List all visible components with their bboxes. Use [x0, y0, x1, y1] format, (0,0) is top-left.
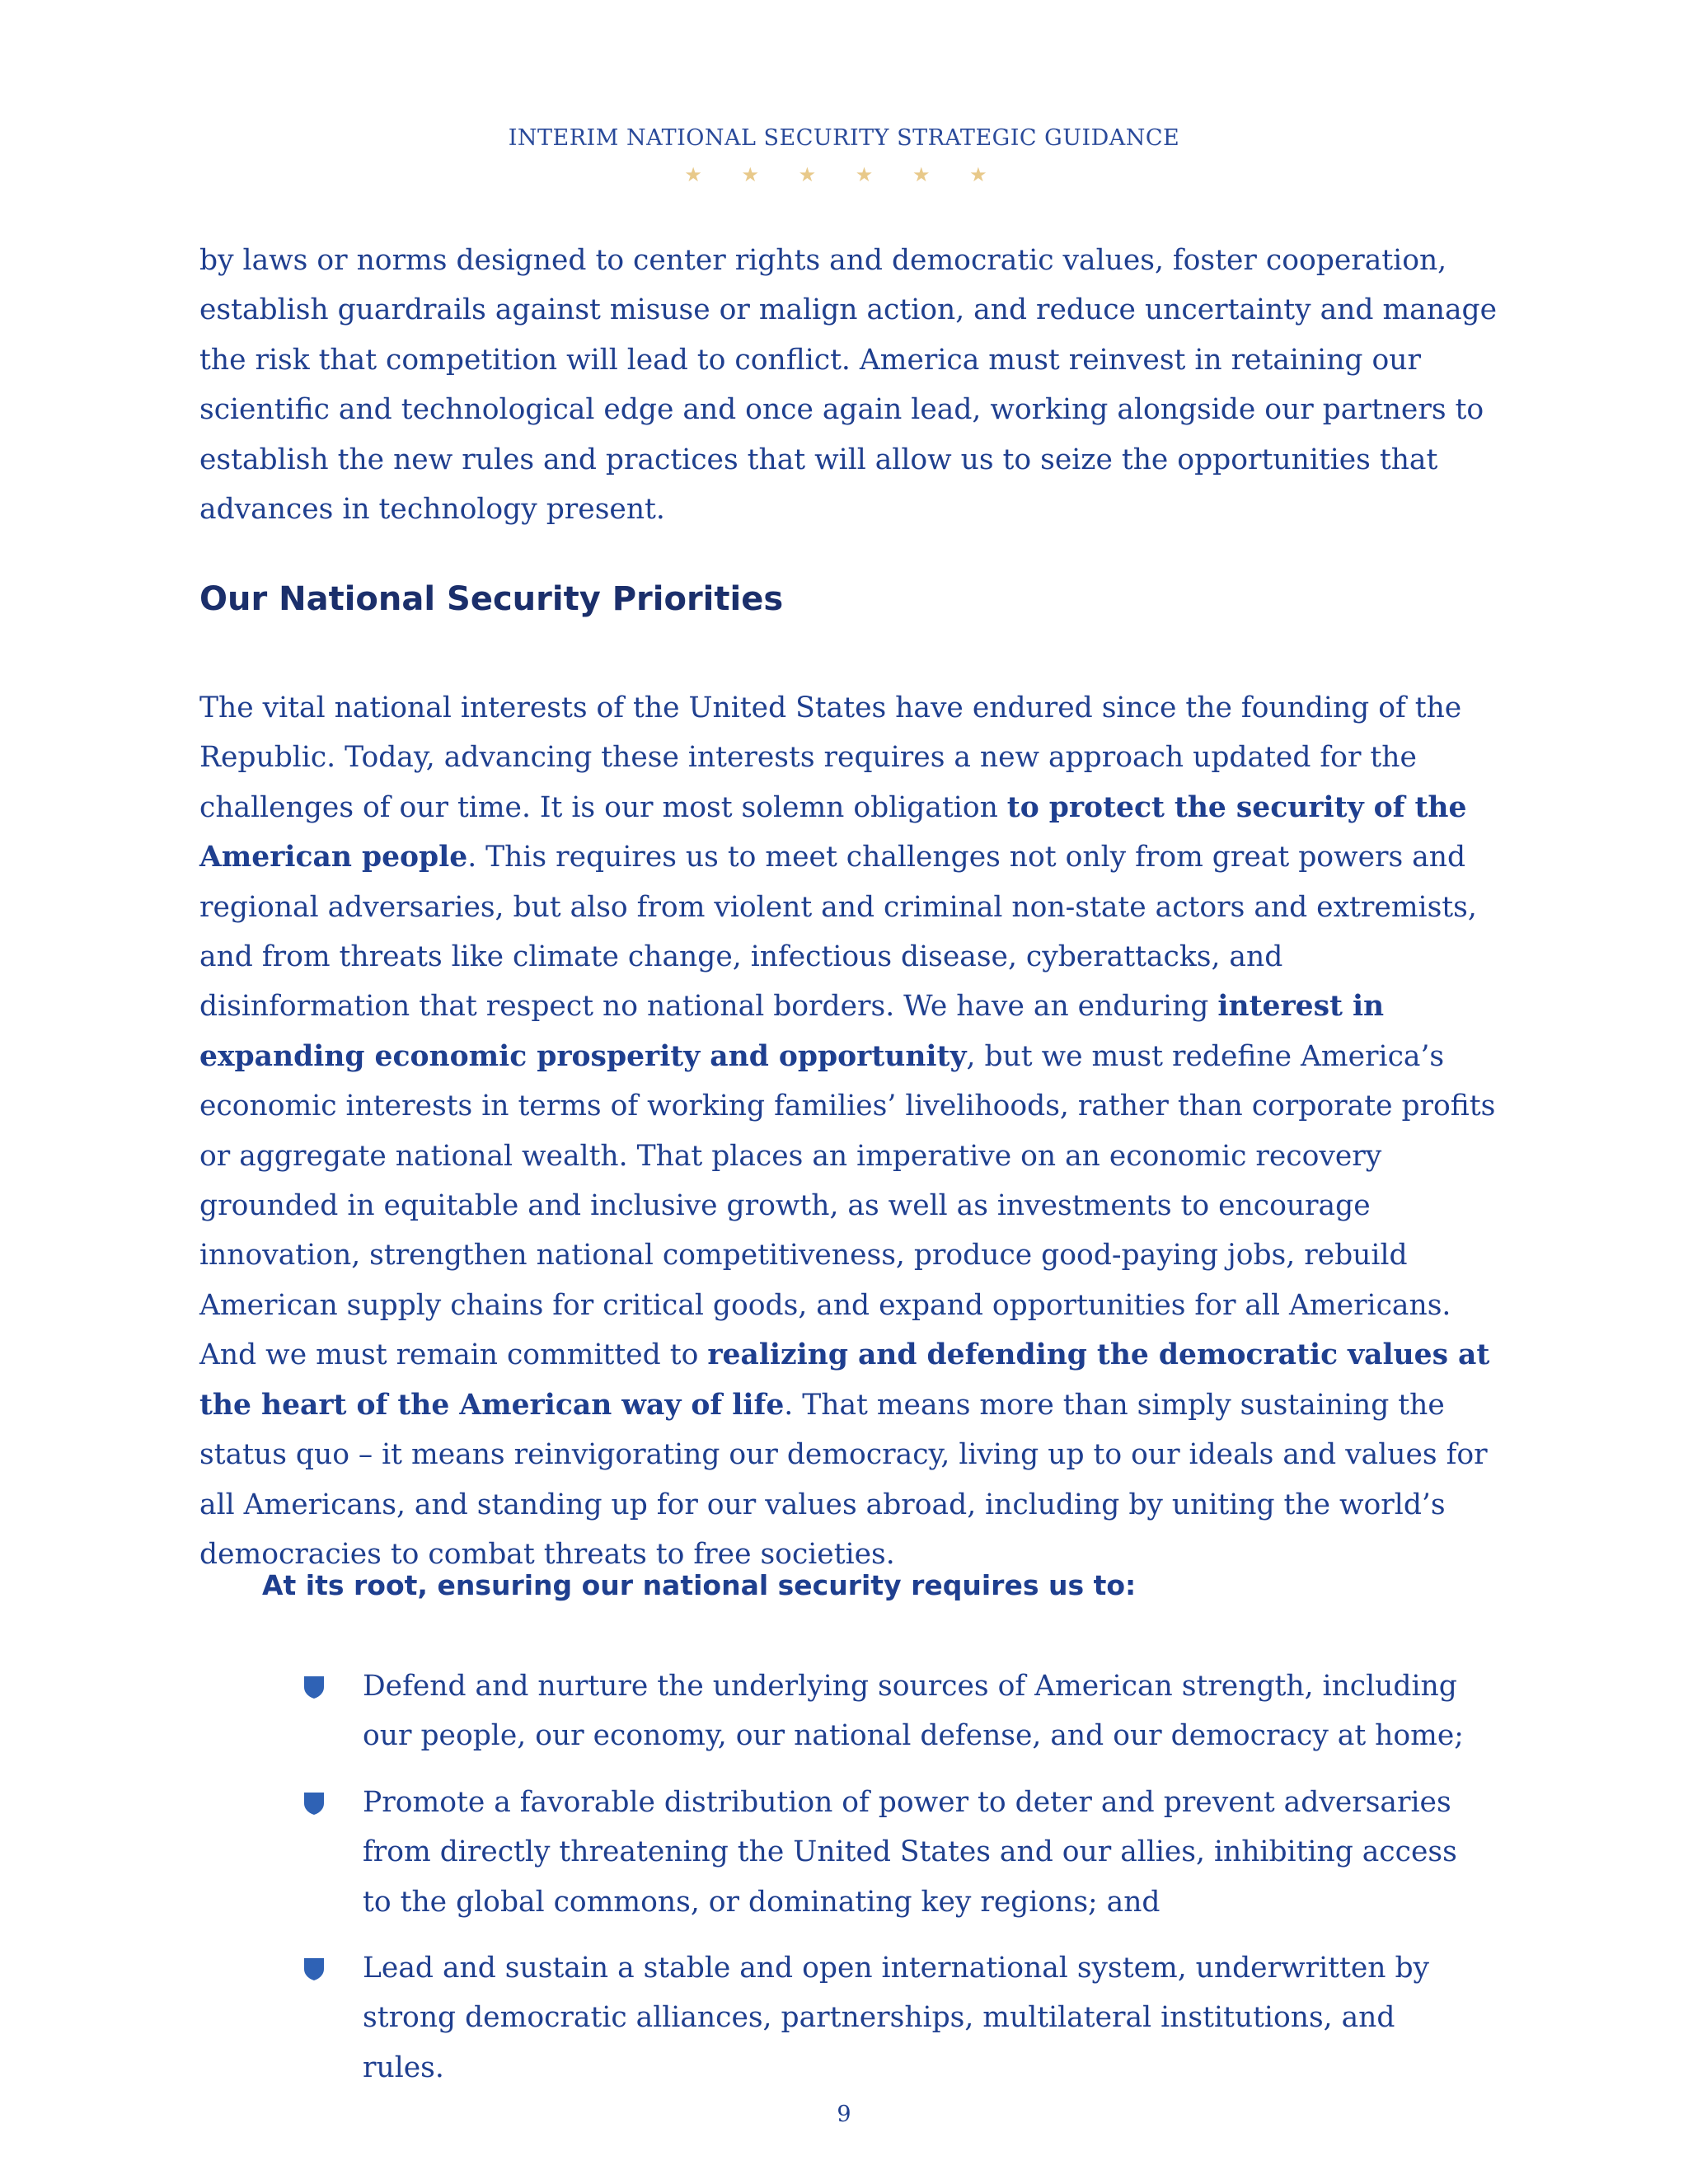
priorities-list [303, 1661, 1474, 2109]
emphasis-democratic-values: realizing and defending the democratic values at the heart of the American way of life [199, 1338, 1490, 1422]
decorative-stars: ★ ★ ★ ★ ★ ★ [684, 163, 1004, 186]
shield-icon [303, 1675, 325, 1699]
emphasis-prosperity: interest in expanding economic prosperity and opportunity [199, 990, 1385, 1073]
list-item [303, 1661, 1474, 1761]
section-heading: Our National Security Priorities [199, 580, 784, 618]
emphasis-security: to protect the security of the American people [199, 790, 1467, 874]
paragraph-segment: , but we must redefine America’s economic interests in terms of working families’ livelihoods, rather than corporate profits or aggregate national wealth. That places an imperative on an economic recovery grounded in equitable and inclusive growth, as well as investments to encourage innovation, strengthen national competitiveness, produce good-paying jobs, rebuild American supply chains for critical goods, and expand opportunities for all Americans. And we must remain committed to [199, 1039, 1496, 1372]
list-item-text: Defend and nurture the underlying sources of American strength, including our people, our economy, our national defense, and our democracy at home; [363, 1670, 1464, 1753]
running-header: INTERIM NATIONAL SECURITY STRATEGIC GUIDANCE [508, 125, 1180, 151]
list-item-text: Promote a favorable distribution of power to deter and prevent adversaries from directly threatening the United States and our allies, inhibiting access to the global commons, or dominating key regions; and [363, 1785, 1457, 1919]
shield-icon [303, 1791, 325, 1816]
paragraph-intro: by laws or norms designed to center rights and democratic values, foster cooperation, establish guardrails against misuse or malign action, and reduce uncertainty and manage the risk that competition will lead to conflict. America must reinvest in retaining our scientific and technological edge and once again lead, working alongside our partners to establish the new rules and practices that will allow us to seize the opportunities that advances in technology present. [199, 244, 1498, 527]
list-item [303, 1943, 1474, 2093]
page-number: 9 [837, 2102, 851, 2127]
paragraph-segment: . That means more than simply sustaining the status quo – it means reinvigorating our democracy, living up to our ideals and values for all Americans, and standing up for our values abroad, including by uniting the world’s democracies to combat threats to free societies. [199, 1388, 1488, 1571]
paragraph-priorities [199, 683, 1502, 1579]
list-lead-in: At its root, ensuring our national security requires us to: [262, 1569, 1137, 1601]
shield-icon [303, 1957, 325, 1981]
paragraph-segment: . This requires us to meet challenges not only from great powers and regional adversaries, but also from violent and criminal non-state actors and extremists, and from threats like climate change, infectious disease, cyberattacks, and disinformation that respect no national borders. We have an enduring [199, 841, 1477, 1024]
list-item-text: Lead and sustain a stable and open international system, underwritten by strong democratic alliances, partnerships, multilateral institutions, and rules. [363, 1952, 1430, 2084]
list-item [303, 1778, 1474, 1927]
paragraph-segment: The vital national interests of the United States have endured since the founding of the Republic. Today, advancing these interests requires a new approach updated for the challenges of our time. It is our most solemn obligation [199, 691, 1462, 824]
